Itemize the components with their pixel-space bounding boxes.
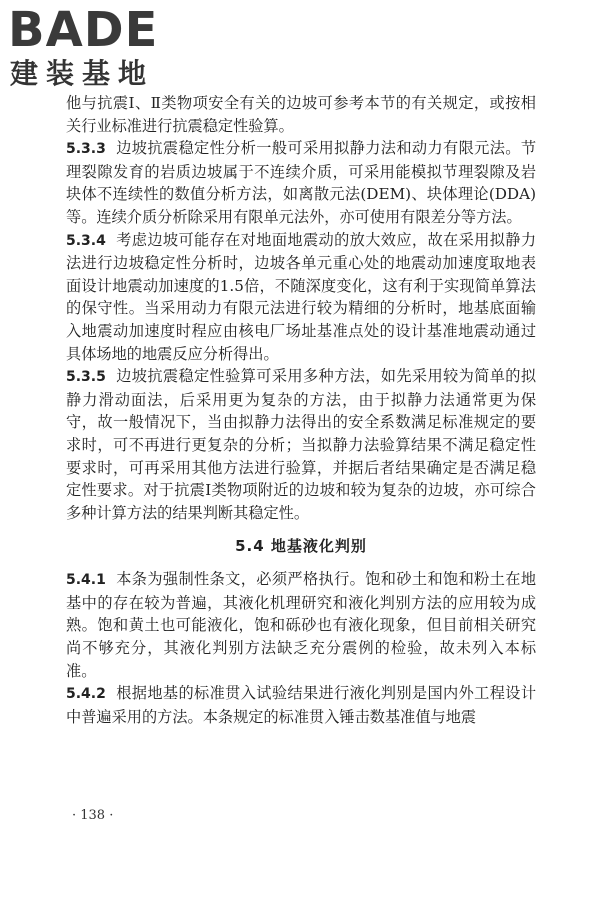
- document-page: [66, 92, 536, 728]
- clause-number: 5.3.4: [66, 232, 106, 249]
- bade-watermark-logo: [8, 4, 178, 92]
- clause-number: 5.3.5: [66, 369, 106, 386]
- clause-5-3-4: [66, 229, 536, 366]
- clause-5-3-5: [66, 365, 536, 524]
- clause-text: 本条为强制性条文，必须严格执行。饱和砂土和饱和粉土在地基中的存在较为普遍，其液化机理研究和液化判别方法的应用较为成熟。饱和黄土也可能液化，饱和砾砂也有液化现象，但目前相关研究尚不够充分，其液化判别方法缺乏充分震例的检验，故未列入本标准。: [66, 570, 536, 680]
- page-number: · 138 ·: [72, 808, 114, 823]
- clause-number: 5.4.2: [66, 686, 106, 703]
- section-heading: 5.4 地基液化判别: [235, 537, 367, 556]
- watermark-subtitle: 建装基地: [10, 57, 155, 90]
- paragraph-text: 他与抗震Ⅰ、Ⅱ类物项安全有关的边坡可参考本节的有关规定，或按相关行业标准进行抗震稳定性验算。: [66, 94, 536, 135]
- clause-5-4-1: [66, 568, 536, 682]
- clause-number: 5.3.3: [66, 141, 106, 158]
- watermark-brand: BADE: [8, 2, 159, 58]
- clause-text: 根据地基的标准贯入试验结果进行液化判别是国内外工程设计中普遍采用的方法。本条规定的标准贯入锤击数基准值与地震: [66, 684, 536, 726]
- clause-5-4-2: [66, 682, 536, 728]
- paragraph-continued: [66, 92, 536, 137]
- clause-number: 5.4.1: [66, 572, 106, 589]
- clause-text: 边坡抗震稳定性验算可采用多种方法，如先采用较为简单的拟静力滑动面法，后采用更为复杂的方法，由于拟静力法通常更为保守，故一般情况下，当由拟静力法得出的安全系数满足标准规定的要求时，可不再进行更复杂的分析；当拟静力法验算结果不满足稳定性要求时，可再采用其他方法进行验算，并据后者结果确定是否满足稳定性要求。对于抗震Ⅰ类物项附近的边坡和较为复杂的边坡，亦可综合多种计算方法的结果判断其稳定性。: [66, 367, 536, 522]
- clause-5-3-3: [66, 137, 536, 228]
- clause-text: 边坡抗震稳定性分析一般可采用拟静力法和动力有限元法。节理裂隙发育的岩质边坡属于不连续介质，可采用能模拟节理裂隙及岩块体不连续性的数值分析方法，如离散元法(DEM)、块体理论(DDA)等。连续介质分析除采用有限单元法外，亦可使用有限差分等方法。: [66, 139, 536, 226]
- clause-text: 考虑边坡可能存在对地面地震动的放大效应，故在采用拟静力法进行边坡稳定性分析时，边坡各单元重心处的地震动加速度取地表面设计地震动加速度的1.5倍，不随深度变化，这有利于实现简单算法的保守性。当采用动力有限元法进行较为精细的分析时，地基底面输入地震动加速度时程应由核电厂场址基准点处的设计基准地震动通过具体场地的地震反应分析得出。: [66, 230, 536, 363]
